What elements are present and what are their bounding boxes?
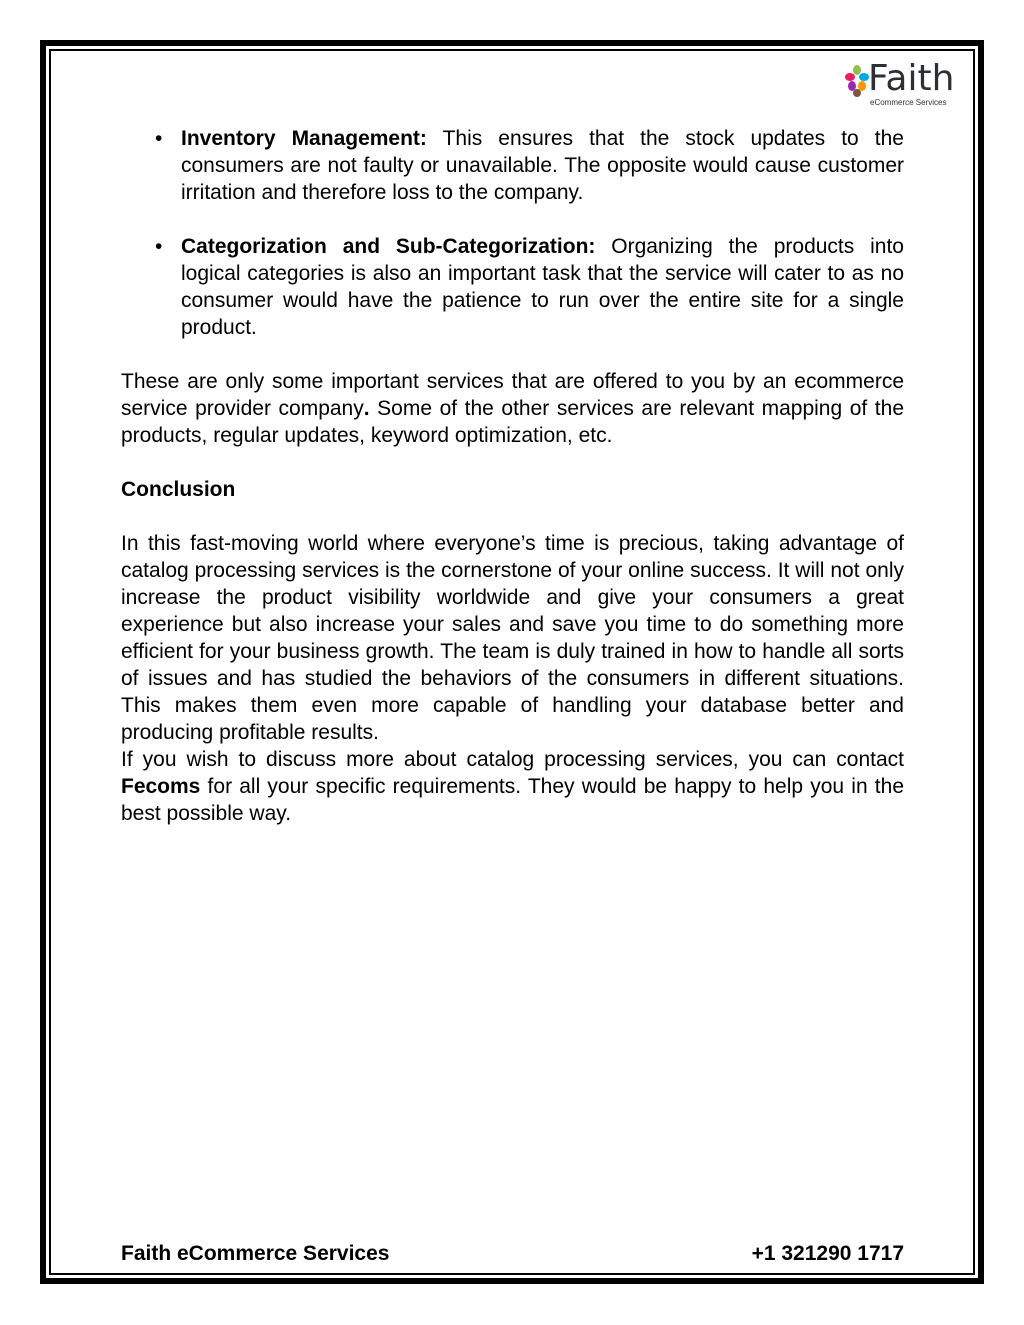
services-text-part2: Some of the other services are relevant mapping of the products, regular updates, keyword optimization, etc. — [121, 397, 904, 447]
bullet-term: Categorization and Sub-Categorization: — [181, 235, 596, 258]
logo-tagline: eCommerce Services — [870, 98, 947, 107]
page-frame — [40, 40, 984, 1284]
contact-text-part1: If you wish to discuss more about catalog processing services, you can contact — [121, 748, 904, 771]
services-text-part1: These are only some important services that are offered to you by an ecommerce service provider company — [121, 370, 904, 420]
footer-phone: +1 321290 1717 — [751, 1242, 904, 1265]
bullet-term: Inventory Management: — [181, 127, 427, 150]
contact-paragraph — [121, 746, 904, 827]
bullet-dot-icon: • — [155, 235, 163, 258]
bullet-item-inventory — [121, 125, 904, 206]
bullet-text: Organizing the products into logical categories is also an important task that the service will cater to as no consumer would have the patience to run over the entire site for a single product. — [181, 235, 904, 339]
bullet-item-categorization — [121, 233, 904, 341]
contact-company-name: Fecoms — [121, 775, 201, 798]
footer-company: Faith eCommerce Services — [121, 1242, 390, 1265]
contact-text-part2: for all your specific requirements. They would be happy to help you in the best possible way. — [121, 775, 904, 825]
faith-logo — [844, 58, 964, 112]
document-body — [121, 125, 904, 827]
services-paragraph — [121, 368, 904, 449]
services-bold-period: . — [363, 397, 370, 420]
bullet-text: This ensures that the stock updates to the consumers are not faulty or unavailable. The opposite would cause customer irritation and therefore loss to the company. — [181, 127, 904, 204]
logo-wordmark: Faith — [868, 58, 955, 99]
bullet-dot-icon: • — [155, 127, 163, 150]
conclusion-paragraph: In this fast-moving world where everyone’s time is precious, taking advantage of catalog processing services is the cornerstone of your online success. It will not only increase the product visibility worldwide and give your consumers a great experience but also increase your sales and save you time to do something more efficient for your business growth. The team is duly trained in how to handle all sorts of issues and has studied the behaviors of the consumers in different situations. This makes them even more capable of handling your database better and producing profitable results. — [121, 532, 904, 744]
conclusion-heading: Conclusion — [121, 478, 236, 501]
flower-logo-icon — [844, 64, 870, 98]
